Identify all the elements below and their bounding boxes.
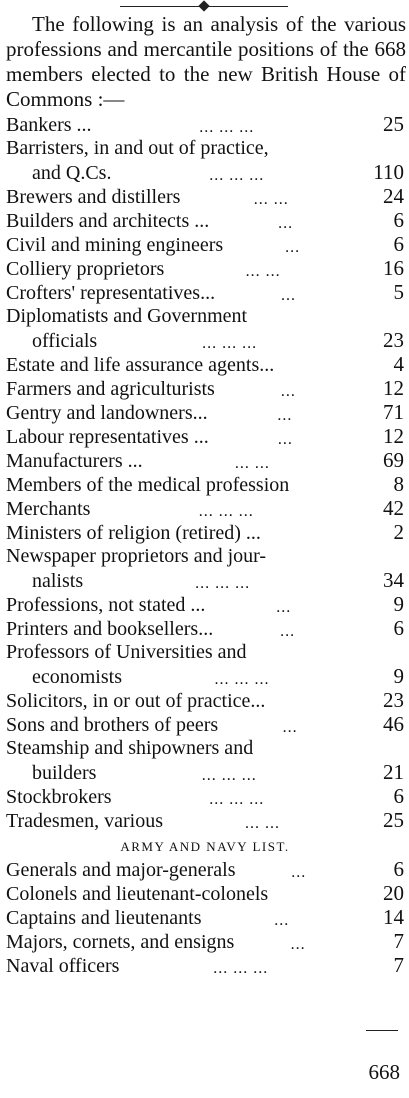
leader-dots: ... ... ...: [213, 960, 269, 977]
leader-dots: ... ... ...: [195, 575, 251, 592]
item-label: Manufacturers ...: [6, 450, 143, 472]
list-item: [6, 185, 404, 209]
item-count: 14: [383, 905, 404, 929]
item-label: Builders and architects ...: [6, 210, 210, 232]
item-line: [6, 161, 404, 185]
item-line: [6, 882, 404, 906]
item-count: 34: [383, 568, 404, 592]
list-item: [6, 137, 404, 185]
item-line: [6, 930, 404, 954]
item-line: [6, 425, 404, 449]
item-label: Majors, cornets, and ensigns: [6, 931, 235, 953]
leader-dots: ...: [281, 287, 297, 304]
list-item: [6, 713, 404, 737]
item-label: Bankers ...: [6, 114, 92, 136]
list-item: [6, 257, 404, 281]
list-item: [6, 401, 404, 425]
intro-text: The following is an analysis of the various professions and mercantile positions of the 668 members elected to the new British House of Commons :—: [6, 12, 406, 111]
item-count: 6: [393, 784, 404, 808]
item-label: officials: [32, 330, 98, 352]
item-label-first-line: Newspaper proprietors and jour-: [6, 545, 267, 567]
list-item: [6, 689, 404, 713]
item-line: [6, 401, 404, 425]
list-item: [6, 209, 404, 233]
item-line: [6, 281, 404, 305]
item-label: Gentry and landowners...: [6, 402, 208, 424]
item-label: Stockbrokers: [6, 786, 112, 808]
list-item: [6, 305, 404, 353]
item-label: Colonels and lieutenant-colonels: [6, 883, 269, 905]
item-label: nalists: [32, 570, 84, 592]
item-label-first-line: Steamship and shipowners and: [6, 737, 254, 759]
leader-dots: ... ... ...: [209, 791, 265, 808]
item-count: 8: [393, 472, 404, 496]
list-item: [6, 353, 404, 377]
list-item: [6, 737, 404, 785]
leader-dots: ... ... ...: [209, 167, 265, 184]
item-count: 23: [383, 328, 404, 352]
item-line: [6, 209, 404, 233]
item-count: 2: [393, 520, 404, 544]
item-count: 42: [383, 496, 404, 520]
leader-dots: ...: [285, 239, 301, 256]
leader-dots: ... ...: [245, 263, 281, 280]
list-item: [6, 521, 404, 545]
item-label: Professions, not stated ...: [6, 594, 206, 616]
item-count: 110: [373, 160, 404, 184]
leader-dots: ...: [277, 431, 293, 448]
list-item: [6, 882, 404, 906]
item-label: Crofters' representatives...: [6, 282, 216, 304]
list-item: [6, 473, 404, 497]
item-label-first-line: Barristers, in and out of practice,: [6, 137, 269, 159]
list-item: [6, 593, 404, 617]
item-count: 46: [383, 712, 404, 736]
item-line: [6, 377, 404, 401]
item-line: [6, 593, 404, 617]
item-line: [6, 473, 404, 497]
list-item: [6, 858, 404, 882]
item-line: [6, 497, 404, 521]
item-line: [6, 665, 404, 689]
item-label: builders: [32, 762, 97, 784]
item-line: [6, 329, 404, 353]
item-count: 25: [383, 808, 404, 832]
item-label: Tradesmen, various: [6, 810, 164, 832]
item-line: [6, 689, 404, 713]
leader-dots: ...: [280, 623, 296, 640]
leader-dots: ... ... ...: [199, 119, 255, 136]
item-count: 9: [393, 664, 404, 688]
list-item: [6, 930, 404, 954]
item-line: [6, 809, 404, 833]
item-label: Solicitors, in or out of practice...: [6, 690, 266, 712]
list-item: [6, 377, 404, 401]
item-count: 6: [393, 857, 404, 881]
item-label: Farmers and agriculturists: [6, 378, 215, 400]
item-count: 20: [383, 881, 404, 905]
item-line: [6, 233, 404, 257]
leader-dots: ... ... ...: [202, 335, 258, 352]
item-count: 23: [383, 688, 404, 712]
army-rows: [6, 858, 404, 978]
item-label: Generals and major-generals: [6, 859, 236, 881]
item-label: Colliery proprietors: [6, 258, 165, 280]
item-line: [6, 906, 404, 930]
item-label: Estate and life assurance agents...: [6, 354, 275, 376]
section-heading: ARMY AND NAVY LIST.: [120, 839, 290, 854]
leader-dots: ...: [278, 215, 294, 232]
item-count: 6: [393, 208, 404, 232]
main-rows: [6, 113, 404, 833]
item-line: [6, 617, 404, 641]
leader-dots: ...: [277, 407, 293, 424]
item-line: [6, 185, 404, 209]
list-item: [6, 113, 404, 137]
professions-list: [6, 113, 404, 978]
item-count: 4: [393, 352, 404, 376]
item-count: 12: [383, 424, 404, 448]
item-count: 69: [383, 448, 404, 472]
item-label: Members of the medical profession: [6, 474, 290, 496]
list-item: [6, 497, 404, 521]
list-item: [6, 233, 404, 257]
item-count: 12: [383, 376, 404, 400]
list-item: [6, 449, 404, 473]
item-label: economists: [32, 666, 122, 688]
item-line: [6, 713, 404, 737]
leader-dots: ... ...: [253, 191, 289, 208]
item-count: 16: [383, 256, 404, 280]
item-count: 5: [393, 280, 404, 304]
item-count: 7: [393, 953, 404, 977]
item-label: Printers and booksellers...: [6, 618, 214, 640]
item-line: [6, 449, 404, 473]
list-item: [6, 809, 404, 833]
item-line: [6, 954, 404, 978]
leader-dots: ...: [290, 936, 306, 953]
item-count: 6: [393, 616, 404, 640]
item-label-first-line: Diplomatists and Government: [6, 305, 248, 327]
item-line: [6, 761, 404, 785]
item-label: Sons and brothers of peers: [6, 714, 219, 736]
item-count: 25: [383, 112, 404, 136]
total-rule: [366, 1030, 398, 1031]
item-label: Merchants: [6, 498, 91, 520]
leader-dots: ...: [282, 719, 298, 736]
list-item: [6, 281, 404, 305]
item-count: 21: [383, 760, 404, 784]
list-item: [6, 785, 404, 809]
item-line: [6, 858, 404, 882]
item-label: Ministers of religion (retired) ...: [6, 522, 261, 544]
item-label: Civil and mining engineers: [6, 234, 224, 256]
list-item: [6, 545, 404, 593]
leader-dots: ... ...: [234, 455, 270, 472]
item-line: [6, 113, 404, 137]
item-label: Brewers and distillers: [6, 186, 181, 208]
item-count: 7: [393, 929, 404, 953]
leader-dots: ...: [280, 383, 296, 400]
leader-dots: ...: [291, 864, 307, 881]
intro-paragraph: [6, 12, 406, 112]
list-item: [6, 617, 404, 641]
item-label: Captains and lieutenants: [6, 907, 202, 929]
total-value: 668: [368, 1060, 400, 1084]
leader-dots: ... ... ...: [214, 671, 270, 688]
item-label: Naval officers: [6, 955, 120, 977]
leader-dots: ...: [276, 599, 292, 616]
list-item: [6, 906, 404, 930]
item-count: 6: [393, 232, 404, 256]
item-line: [6, 521, 404, 545]
item-line: [6, 785, 404, 809]
item-count: 24: [383, 184, 404, 208]
leader-dots: ... ... ...: [201, 767, 257, 784]
list-item: [6, 425, 404, 449]
leader-dots: ... ...: [245, 815, 281, 832]
item-line: [6, 257, 404, 281]
item-label: Labour representatives ...: [6, 426, 209, 448]
leader-dots: ... ... ...: [198, 503, 254, 520]
item-line: [6, 353, 404, 377]
ornament-diamond: [198, 0, 209, 11]
list-item: [6, 954, 404, 978]
list-item: [6, 641, 404, 689]
item-line: [6, 569, 404, 593]
item-count: 71: [383, 400, 404, 424]
item-count: 9: [393, 592, 404, 616]
item-label-first-line: Professors of Universities and: [6, 641, 247, 663]
item-label: and Q.Cs.: [32, 162, 112, 184]
leader-dots: ...: [274, 912, 290, 929]
